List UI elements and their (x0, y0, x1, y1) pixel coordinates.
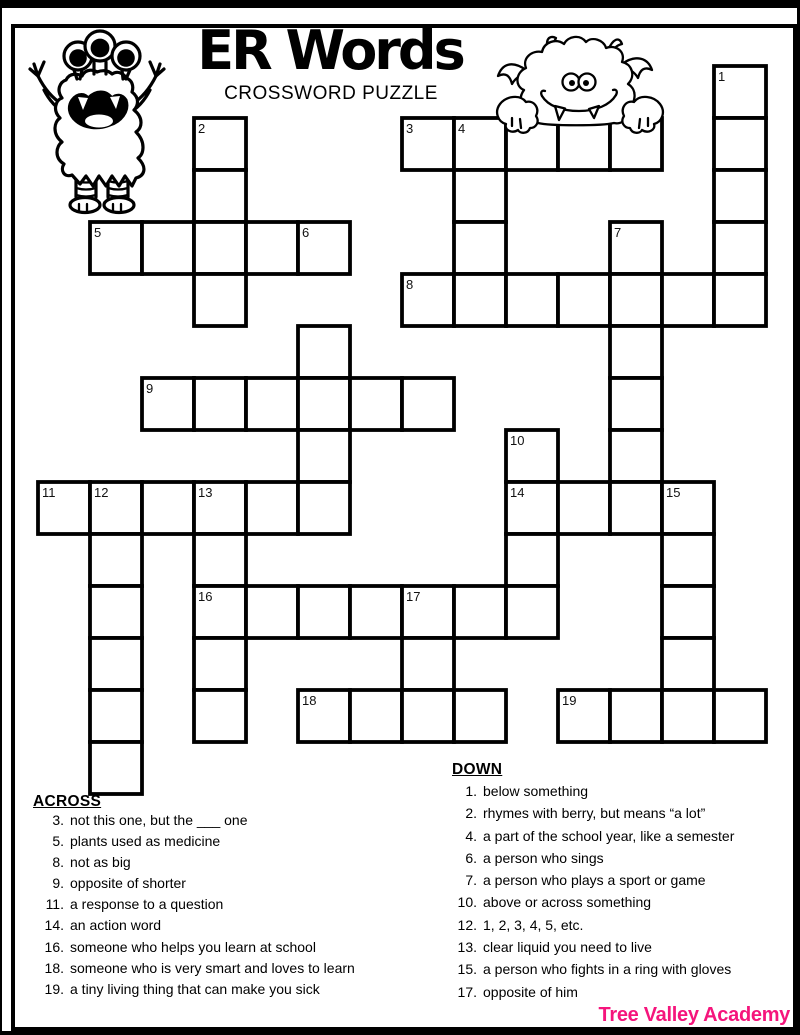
clue-number: 9. (52, 875, 64, 892)
clue-text: a person who sings (483, 849, 604, 866)
grid-cell[interactable] (194, 378, 246, 430)
down-clue-1 (445, 783, 734, 805)
clue-text: above or across something (483, 894, 652, 911)
across-clue-3 (29, 812, 355, 833)
grid-cell[interactable] (298, 430, 350, 482)
grid-cell[interactable] (194, 534, 246, 586)
clue-text: plants used as medicine (70, 833, 221, 850)
grid-cell[interactable] (714, 118, 766, 170)
down-clue-15 (445, 961, 734, 983)
clue-text: opposite of him (483, 983, 578, 1000)
down-clue-12 (445, 917, 734, 939)
grid-cell[interactable] (194, 274, 246, 326)
grid-cell[interactable] (298, 378, 350, 430)
down-clue-7 (445, 872, 734, 894)
clue-text: rhymes with berry, but means “a lot” (483, 805, 706, 822)
across-clue-18 (29, 960, 355, 981)
grid-cell[interactable] (246, 222, 298, 274)
down-clue-4 (445, 828, 734, 850)
clue-number: 3. (52, 812, 64, 828)
down-clue-10 (445, 894, 734, 916)
grid-cell[interactable] (506, 586, 558, 638)
grid-cell-number: 16 (198, 589, 213, 604)
grid-cell-number: 11 (42, 485, 56, 500)
clue-text: opposite of shorter (70, 875, 186, 892)
grid-cell-number: 2 (198, 121, 206, 136)
grid-cell-number: 18 (302, 693, 317, 708)
grid-cell[interactable] (610, 326, 662, 378)
clue-number: 4. (465, 827, 477, 844)
clue-number: 8. (52, 854, 64, 871)
monster-eyes (64, 31, 140, 70)
clue-text: 1, 2, 3, 4, 5, etc. (483, 916, 584, 933)
grid-cell[interactable] (610, 378, 662, 430)
grid-cell-number: 3 (406, 121, 414, 136)
clue-number: 16. (44, 938, 64, 955)
grid-cell[interactable] (90, 690, 142, 742)
clue-text: someone who is very smart and loves to learn (70, 959, 355, 976)
clue-number: 10. (457, 894, 477, 911)
grid-cell[interactable] (350, 690, 402, 742)
grid-cell[interactable] (506, 274, 558, 326)
grid-cell[interactable] (454, 170, 506, 222)
grid-cell-number: 10 (510, 433, 525, 448)
grid-cell[interactable] (714, 274, 766, 326)
clue-text: below something (483, 783, 589, 799)
grid-cell[interactable] (610, 274, 662, 326)
grid-cell[interactable] (298, 326, 350, 378)
grid-cell[interactable] (402, 378, 454, 430)
grid-cell-number: 6 (302, 225, 310, 240)
grid-cell[interactable] (246, 586, 298, 638)
grid-cell-number: 9 (146, 381, 154, 396)
clue-number: 2. (465, 805, 477, 822)
left-monster-illustration (22, 18, 172, 218)
grid-cell[interactable] (246, 482, 298, 534)
grid-cell[interactable] (714, 690, 766, 742)
clue-number: 19. (44, 980, 64, 997)
grid-cell[interactable] (662, 690, 714, 742)
clue-number: 14. (44, 917, 64, 934)
grid-cell[interactable] (662, 534, 714, 586)
grid-cell[interactable] (610, 690, 662, 742)
grid-cell[interactable] (714, 170, 766, 222)
grid-cell[interactable] (142, 482, 194, 534)
grid-cell[interactable] (90, 586, 142, 638)
clue-text: someone who helps you learn at school (70, 938, 316, 955)
grid-cell-number: 17 (406, 589, 421, 604)
clue-text: a response to a question (70, 896, 224, 913)
clue-text: a person who plays a sport or game (483, 872, 706, 889)
across-clue-list (29, 812, 355, 1002)
across-clue-8 (29, 854, 355, 875)
grid-cell[interactable] (662, 274, 714, 326)
grid-cell[interactable] (402, 638, 454, 690)
grid-cell[interactable] (558, 274, 610, 326)
scan-edge-top (0, 0, 800, 8)
grid-cell[interactable] (90, 638, 142, 690)
clue-number: 13. (457, 939, 477, 956)
clue-text: an action word (70, 917, 162, 934)
grid-cell[interactable] (714, 222, 766, 274)
clue-number: 15. (457, 961, 477, 978)
grid-cell-number: 5 (94, 225, 102, 240)
clue-text: a person who fights in a ring with gloves (483, 961, 732, 978)
page-title: ER Words (197, 19, 463, 82)
grid-cell[interactable] (194, 222, 246, 274)
monster-mouth (69, 92, 127, 128)
grid-cell[interactable] (454, 586, 506, 638)
grid-cell[interactable] (90, 742, 142, 794)
grid-cell[interactable] (610, 482, 662, 534)
across-clue-16 (29, 939, 355, 960)
grid-cell[interactable] (246, 378, 298, 430)
grid-cell-number: 12 (94, 485, 109, 500)
grid-cell[interactable] (298, 586, 350, 638)
scan-edge-bottom (0, 1031, 800, 1035)
grid-cell-number: 8 (406, 277, 414, 292)
across-clue-9 (29, 875, 355, 896)
across-clue-14 (29, 917, 355, 938)
grid-cell[interactable] (350, 586, 402, 638)
grid-cell-number: 19 (562, 693, 577, 708)
grid-cell-number: 13 (198, 485, 213, 500)
grid-cell[interactable] (454, 222, 506, 274)
down-clue-13 (445, 939, 734, 961)
page-subtitle: CROSSWORD PUZZLE (224, 83, 438, 104)
clue-text: clear liquid you need to live (483, 939, 652, 956)
clue-number: 5. (52, 833, 64, 850)
clue-number: 17. (457, 983, 477, 1000)
grid-cell[interactable] (662, 638, 714, 690)
across-clue-5 (29, 833, 355, 854)
clue-number: 18. (44, 959, 64, 976)
down-heading: DOWN (452, 761, 503, 778)
grid-cell-number: 14 (510, 485, 525, 500)
grid-cell[interactable] (350, 378, 402, 430)
grid-cell[interactable] (142, 222, 194, 274)
grid-cell[interactable] (662, 586, 714, 638)
grid-cell-number: 4 (458, 121, 466, 136)
grid-cell-number: 15 (666, 485, 681, 500)
grid-cell[interactable] (610, 430, 662, 482)
across-clue-11 (29, 896, 355, 917)
across-heading: ACROSS (33, 793, 102, 810)
clue-number: 1. (465, 783, 477, 799)
scan-edge-left (0, 0, 2, 1035)
grid-cell[interactable] (90, 534, 142, 586)
grid-cell[interactable] (194, 638, 246, 690)
grid-cell[interactable] (194, 690, 246, 742)
clue-text: not as big (70, 854, 131, 871)
clue-number: 11. (45, 896, 64, 913)
grid-cell[interactable] (454, 690, 506, 742)
clue-number: 7. (465, 872, 477, 889)
grid-cell[interactable] (194, 170, 246, 222)
clue-text: a part of the school year, like a semester (483, 827, 735, 844)
grid-cell[interactable] (402, 690, 454, 742)
down-clue-6 (445, 850, 734, 872)
brand-text: Tree Valley Academy (598, 1004, 790, 1026)
down-clue-2 (445, 805, 734, 827)
grid-cell-number: 1 (718, 69, 726, 84)
clue-text: a tiny living thing that can make you sick (70, 980, 320, 997)
right-monster-illustration (490, 34, 675, 139)
across-clue-19 (29, 981, 355, 1002)
grid-cell[interactable] (558, 482, 610, 534)
grid-cell-number: 7 (614, 225, 622, 240)
clue-number: 12. (457, 916, 477, 933)
grid-cell[interactable] (454, 274, 506, 326)
down-clue-17 (445, 984, 734, 1006)
clue-text: not this one, but the ___ one (70, 812, 248, 828)
clue-number: 6. (465, 849, 477, 866)
grid-cell[interactable] (506, 534, 558, 586)
down-clue-list (445, 783, 734, 1006)
grid-cell[interactable] (298, 482, 350, 534)
